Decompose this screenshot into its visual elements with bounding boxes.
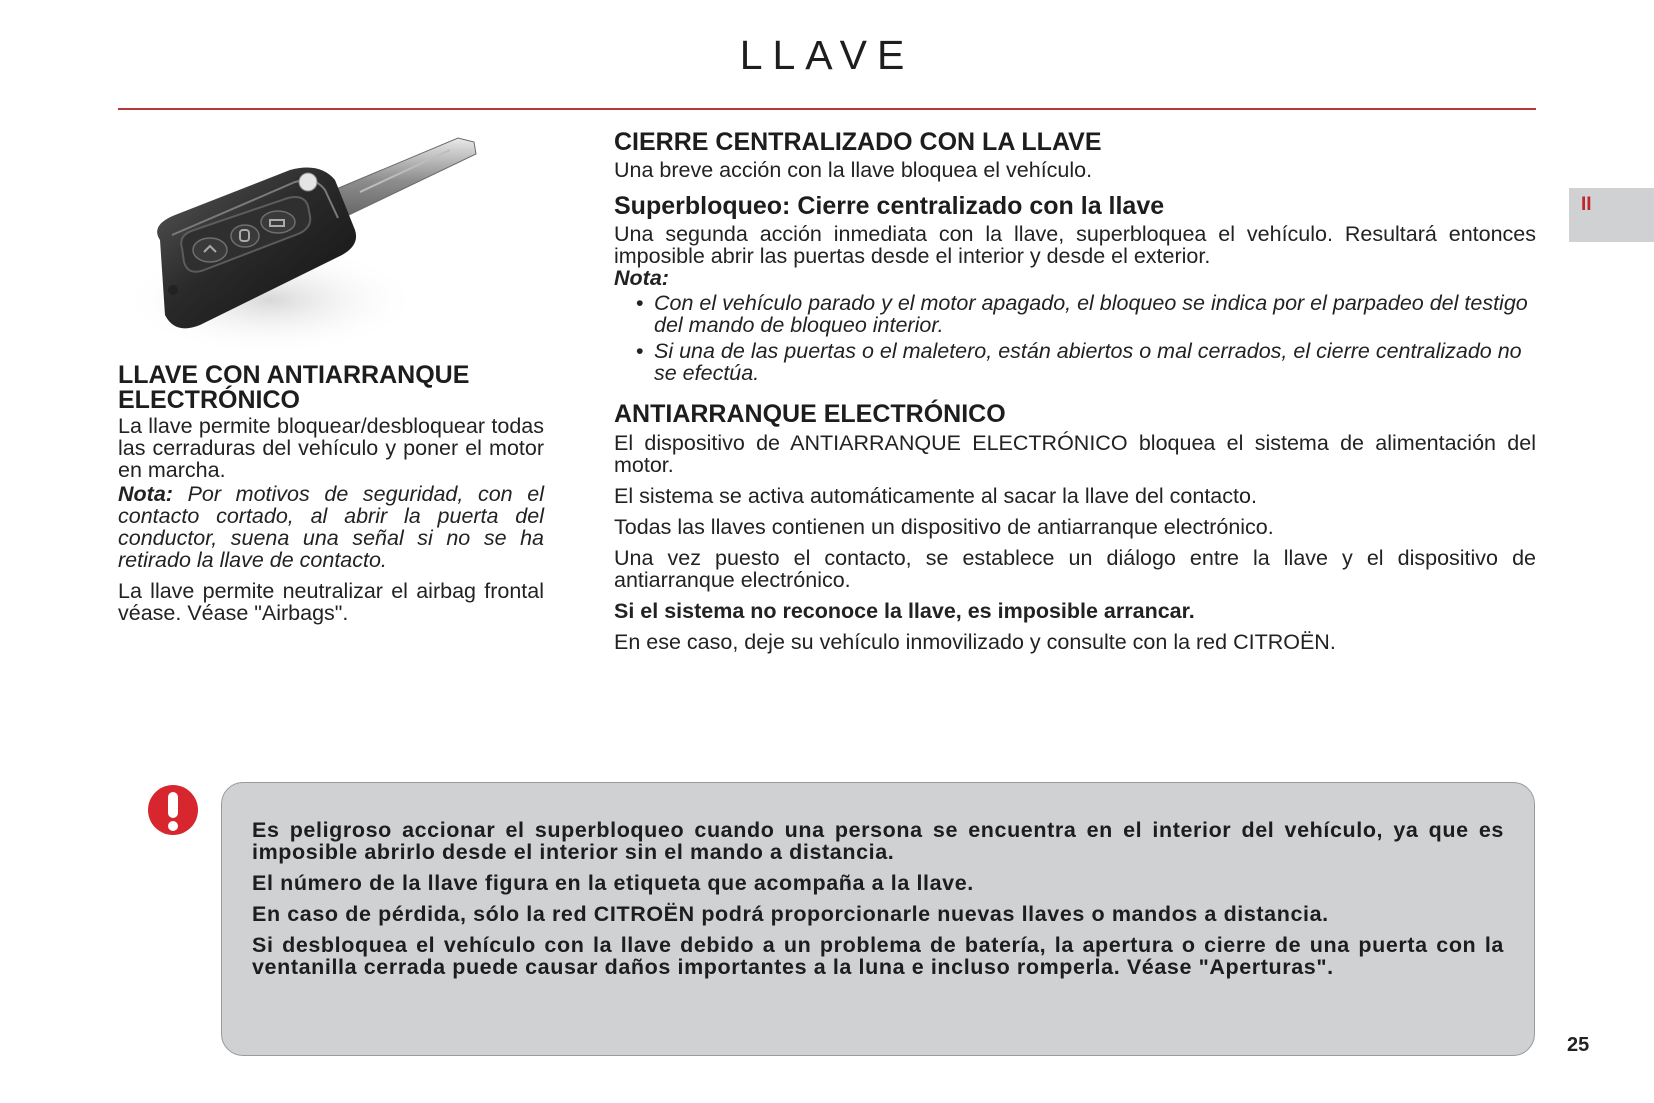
immobiliser-p2: El sistema se activa automáticamente al sacar la llave del contacto. bbox=[614, 484, 1257, 508]
key-paragraph: La llave permite bloquear/desbloquear todas las cerraduras del vehículo y poner el motor en marcha. bbox=[118, 414, 544, 482]
list-item: • Si una de las puertas o el maletero, están abiertos o mal cerrados, el cierre centralizado no se efectúa. bbox=[614, 340, 1536, 384]
page-number: 25 bbox=[1567, 1034, 1590, 1056]
remote-key-icon bbox=[120, 130, 500, 360]
immobiliser-p1: El dispositivo de ANTIARRANQUE ELECTRÓNICO bloquea el sistema de alimentación del motor. bbox=[614, 431, 1536, 477]
superlock-note-label: Nota: bbox=[614, 266, 669, 290]
warning-text: Si desbloquea el vehículo con la llave debido a un problema de batería, la apertura o cierre de una puerta con la ventanilla cerrada puede causar daños importantes a la luna e incluso romperla. Véase "Aperturas". bbox=[252, 933, 1504, 979]
warning-text: En caso de pérdida, sólo la red CITROËN podrá proporcionarle nuevas llaves o mandos a distancia. bbox=[252, 902, 1329, 926]
chapter-tab[interactable] bbox=[1569, 188, 1654, 242]
exclamation-warning-icon bbox=[147, 784, 199, 836]
warning-text: El número de la llave figura en la etiqueta que acompaña a la llave. bbox=[252, 871, 974, 895]
left-column bbox=[118, 363, 544, 624]
right-column bbox=[614, 130, 1536, 653]
chapter-tab-label: II bbox=[1581, 194, 1592, 215]
airbag-paragraph: La llave permite neutralizar el airbag frontal véase. Véase "Airbags". bbox=[118, 579, 544, 625]
page-title: LLAVE bbox=[739, 32, 915, 78]
immobiliser-p5: Si el sistema no reconoce la llave, es imposible arrancar. bbox=[614, 599, 1195, 623]
immobiliser-p6: En ese caso, deje su vehículo inmovilizado y consulte con la red CITROËN. bbox=[614, 630, 1336, 654]
key-note: Nota: Por motivos de seguridad, con el contacto cortado, al abrir la puerta del conductor, suena una señal si no se ha retirado la llave de contacto. bbox=[118, 482, 544, 572]
central-locking-heading: CIERRE CENTRALIZADO CON LA LLAVE bbox=[614, 128, 1102, 156]
list-item: • Con el vehículo parado y el motor apagado, el bloqueo se indica por el parpadeo del testigo del mando de bloqueo interior. bbox=[614, 292, 1536, 336]
key-section-heading: LLAVE CON ANTIARRANQUE ELECTRÓNICO bbox=[118, 361, 470, 414]
immobiliser-p4: Una vez puesto el contacto, se establece un diálogo entre la llave y el dispositivo de antiarranque electrónico. bbox=[614, 546, 1536, 592]
warning-text: Es peligroso accionar el superbloqueo cuando una persona se encuentra en el interior del vehículo, ya que es imposible abrirlo desde el interior sin el mando a distancia. bbox=[252, 818, 1504, 864]
title-divider bbox=[118, 108, 1536, 110]
immobiliser-heading: ANTIARRANQUE ELECTRÓNICO bbox=[614, 400, 1006, 428]
central-locking-text: Una breve acción con la llave bloquea el vehículo. bbox=[614, 158, 1093, 182]
superlock-text: Una segunda acción inmediata con la llave, superbloquea el vehículo. Resultará entonces imposible abrir las puertas desde el interior y desde el exterior. bbox=[614, 222, 1536, 268]
immobiliser-p3: Todas las llaves contienen un dispositivo de antiarranque electrónico. bbox=[614, 515, 1274, 539]
warning-box bbox=[221, 782, 1535, 1056]
superlock-heading: Superbloqueo: Cierre centralizado con la llave bbox=[614, 192, 1165, 220]
superlock-bullet-list bbox=[614, 292, 1536, 384]
